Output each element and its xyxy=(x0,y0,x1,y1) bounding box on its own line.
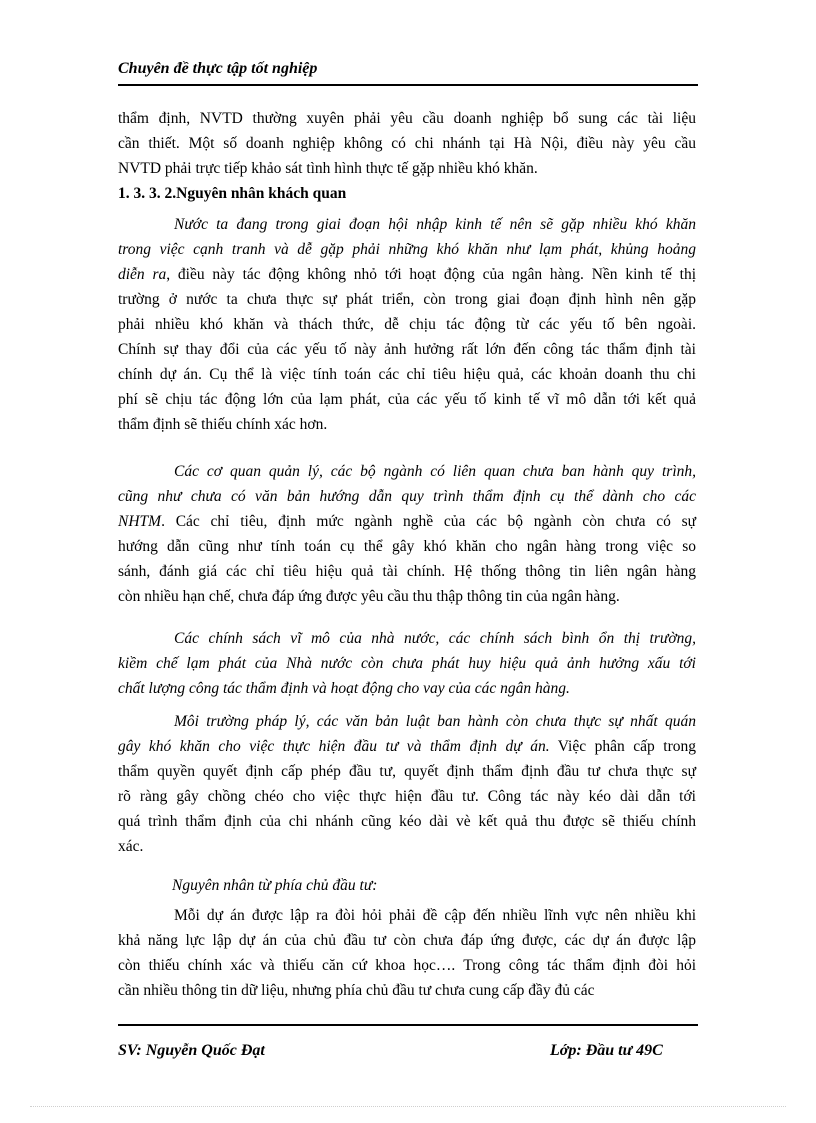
paragraph-4 xyxy=(118,626,696,701)
text-line xyxy=(118,734,696,759)
text-line xyxy=(118,509,696,534)
text-line: còn nhiều hạn chế, chưa đáp ứng được yêu cầu thu thập thông tin của ngân hàng. xyxy=(118,588,620,605)
text-line: chất lượng công tác thẩm định và hoạt động cho vay của các ngân hàng. xyxy=(118,680,570,697)
text-line: Nước ta đang trong giai đoạn hội nhập kinh tế nên sẽ gặp nhiều khó khăn xyxy=(174,216,696,233)
header-rule xyxy=(118,84,698,86)
text-line: quá trình thẩm định của chi nhánh cũng kéo dài vè kết quả thu được sẽ thiếu chính xyxy=(118,813,696,830)
text-line: cần thiết. Một số doanh nghiệp không có chi nhánh tại Hà Nội, điều này yêu cầu xyxy=(118,135,696,152)
text-line: cần nhiều thông tin dữ liệu, nhưng phía chủ đầu tư chưa cung cấp đầy đủ các xyxy=(118,982,595,999)
text-line: thẩm định sẽ thiếu chính xác hơn. xyxy=(118,416,328,433)
text-line: trường ở nước ta chưa thực sự phát triển, còn trong giai đoạn định hình nên gặp xyxy=(118,291,696,308)
paragraph-6 xyxy=(118,903,696,1003)
text-fragment: . Các chỉ tiêu, định mức ngành nghề của các bộ ngành còn chưa có sự xyxy=(161,513,696,530)
text-line: sánh, đánh giá các chỉ tiêu hiệu quả tài chính. Hệ thống thông tin liên ngân hàng xyxy=(118,563,696,580)
text-line: Các chính sách vĩ mô của nhà nước, các chính sách bình ổn thị trường, xyxy=(174,630,696,647)
paragraph-5 xyxy=(118,709,696,859)
italic-phrase: gây khó khăn cho việc thực hiện đầu tư và thẩm định dự án. xyxy=(118,738,550,755)
text-line: phí sẽ chịu tác động lớn của lạm phát, của các yếu tố kinh tế vĩ mô dẫn tới kết quả xyxy=(118,391,696,408)
text-fragment: , điều này tác động không nhỏ tới hoạt động của ngân hàng. Nền kinh tế thị xyxy=(166,266,697,283)
text-line: thẩm quyền quyết định cấp phép đầu tư, quyết định thẩm định đầu tư chưa thực sự xyxy=(118,763,696,780)
italic-phrase: NHTM xyxy=(118,513,162,530)
text-line: còn thiếu chính xác và thiếu căn cứ khoa học…. Trong công tác thẩm định đòi hỏi xyxy=(118,957,696,974)
subheading-line xyxy=(118,873,696,898)
text-line: xác. xyxy=(118,838,144,855)
text-line: hướng dẫn cũng như tính toán cụ thể gây khó khăn cho ngân hàng trong việc so xyxy=(118,538,696,555)
text-line: Môi trường pháp lý, các văn bản luật ban hành còn chưa thực sự nhất quán xyxy=(174,713,696,730)
section-heading: 1. 3. 3. 2.Nguyên nhân khách quan xyxy=(118,185,347,202)
footer-rule xyxy=(118,1024,698,1026)
text-line: cũng như chưa có văn bản hướng dẫn quy trình thẩm định cụ thể dành cho các xyxy=(118,488,696,505)
text-line: Mỗi dự án được lập ra đòi hỏi phải đề cập đến nhiều lĩnh vực nên nhiều khi xyxy=(174,907,696,924)
paragraph-3 xyxy=(118,459,696,609)
paragraph-2 xyxy=(118,212,696,437)
paragraph-1 xyxy=(118,106,696,181)
text-line: kiềm chế lạm phát của Nhà nước còn chưa phát huy hiệu quả ảnh hưởng xấu tới xyxy=(118,655,696,672)
text-line: Chính sự thay đổi của các yếu tố này ảnh hưởng rất lớn đến công tác thẩm định tài xyxy=(118,341,696,358)
text-line: chính dự án. Cụ thể là việc tính toán các chỉ tiêu hiệu quả, các khoản doanh thu chi xyxy=(118,366,696,383)
footer-student: SV: Nguyễn Quốc Đạt xyxy=(118,1042,265,1059)
footer-class: Lớp: Đầu tư 49C xyxy=(550,1042,663,1059)
text-line xyxy=(118,262,696,287)
text-line: khả năng lực lập dự án của chủ đầu tư còn chưa đáp ứng được, các dự án được lập xyxy=(118,932,696,949)
page-edge-dotted-line xyxy=(30,1106,786,1107)
text-line: thẩm định, NVTD thường xuyên phải yêu cầu doanh nghiệp bổ sung các tài liệu xyxy=(118,110,696,127)
page-header: Chuyên đề thực tập tốt nghiệp xyxy=(118,60,318,77)
text-line: NVTD phải trực tiếp khảo sát tình hình thực tế gặp nhiều khó khăn. xyxy=(118,160,538,177)
text-line: Các cơ quan quản lý, các bộ ngành có liên quan chưa ban hành quy trình, xyxy=(174,463,696,480)
text-line: rõ ràng gây chồng chéo cho việc thực hiện đầu tư. Công tác này kéo dài dẫn tới xyxy=(118,788,696,805)
text-line: trong việc cạnh tranh và dễ gặp phải những khó khăn như lạm phát, khủng hoảng xyxy=(118,241,696,258)
italic-phrase: diễn ra xyxy=(118,266,167,283)
text-line: phải nhiều khó khăn và thách thức, dễ chịu tác động từ các yếu tố bên ngoài. xyxy=(118,316,696,333)
text-fragment: Việc phân cấp trong xyxy=(549,738,696,755)
subheading: Nguyên nhân từ phía chủ đầu tư: xyxy=(172,877,378,894)
